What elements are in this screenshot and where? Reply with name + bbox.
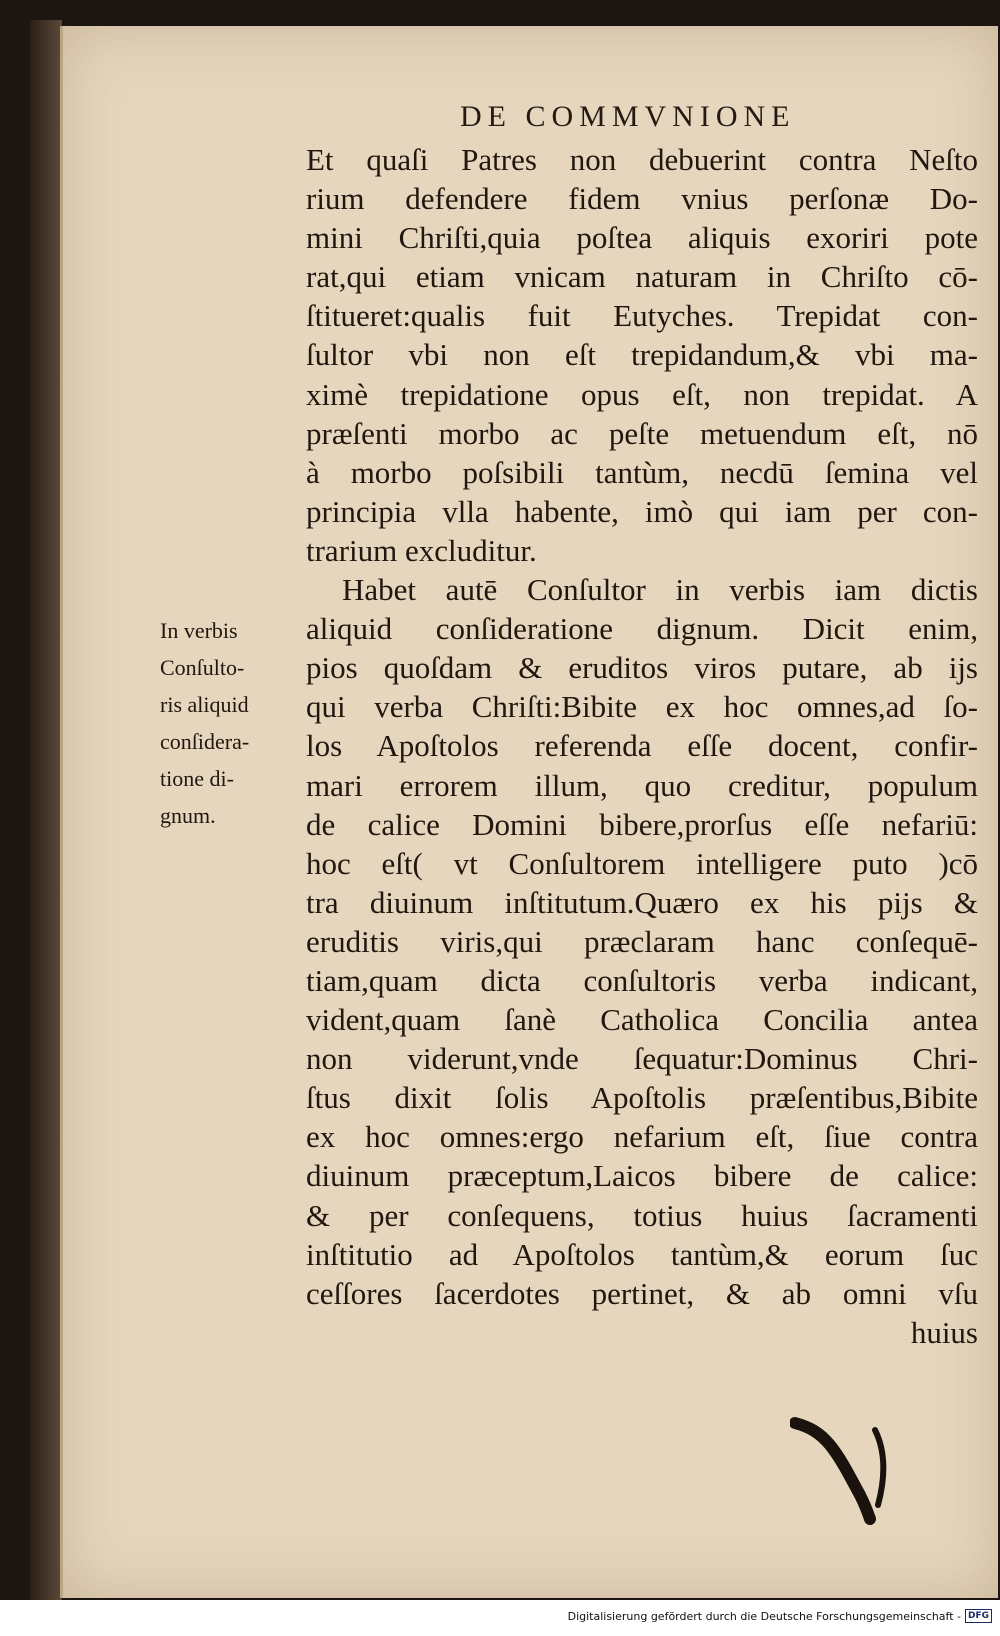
text-line: ſultor vbi non eſt trepidandum,& vbi ma- [306, 337, 978, 373]
text-line: pios quoſdam & eruditos viros putare, ab ijs [306, 650, 978, 686]
margin-note-line: ris aliquid [160, 692, 249, 717]
margin-note-line: gnum. [160, 803, 216, 828]
ink-mark [790, 1415, 920, 1525]
text-line: diuinum præceptum,Laicos bibere de calice: [306, 1158, 978, 1194]
text-line: rat,qui etiam vnicam naturam in Chriſto cō- [306, 259, 978, 295]
dfg-logo: DFG [965, 1609, 992, 1623]
binding-shadow [30, 20, 62, 1600]
text-line: trarium excluditur. [306, 532, 537, 568]
text-line: hoc eſt( vt Conſultorem intelligere puto )cō [306, 845, 978, 881]
text-line: qui verba Chriſti:Bibite ex hoc omnes,ad ſo- [306, 689, 978, 725]
running-head: DE COMMVNIONE [460, 100, 796, 133]
text-line: Habet autē Conſultor in verbis iam dictis [342, 572, 978, 608]
text-line: non viderunt,vnde ſequatur:Dominus Chri- [306, 1041, 978, 1077]
text-line: principia vlla habente, imò qui iam per con- [306, 493, 978, 529]
text-line: ceſſores ſacerdotes pertinet, & ab omni vſu [306, 1275, 978, 1311]
text-line: ximè trepidatione opus eſt, non trepidat. A [306, 376, 978, 412]
text-line: aliquid conſideratione dignum. Dicit enim, [306, 611, 978, 647]
text-line: ſtitueret:qualis fuit Eutyches. Trepidat con- [306, 298, 978, 334]
text-line: tiam,quam dicta conſultoris verba indicant, [306, 962, 978, 998]
margin-note-line: tione di- [160, 766, 234, 791]
margin-note-line: Conſulto- [160, 655, 245, 680]
footer-credit [568, 1609, 992, 1623]
text-line: inſtitutio ad Apoſtolos tantùm,& eorum ſuc [306, 1236, 978, 1272]
footer-text: Digitalisierung gefördert durch die Deutsche Forschungsgemeinschaft - [567, 1609, 961, 1623]
margin-note-line: conſidera- [160, 729, 250, 754]
text-line: de calice Domini bibere,prorſus eſſe nefariū: [306, 806, 978, 842]
text-line: mari errorem illum, quo creditur, populum [306, 767, 978, 803]
text-line: à morbo poſsibili tantùm, necdū ſemina vel [306, 454, 978, 490]
text-line: mini Chriſti,quia poſtea aliquis exoriri pote [306, 220, 978, 256]
text-line: ex hoc omnes:ergo nefarium eſt, ſiue contra [306, 1119, 978, 1155]
text-line: rium defendere fidem vnius perſonæ Do- [306, 181, 978, 217]
text-line: & per conſequens, totius huius ſacramenti [306, 1197, 978, 1233]
text-line: Et quaſi Patres non debuerint contra Neſto [306, 142, 978, 177]
margin-note [160, 612, 300, 834]
catchword: huius [910, 1314, 978, 1350]
text-line: præſenti morbo ac peſte metuendum eſt, nō [306, 415, 978, 451]
text-line: ſtus dixit ſolis Apoſtolis præſentibus,Bibite [306, 1080, 978, 1116]
margin-note-line: In verbis [160, 618, 238, 643]
body-text [306, 140, 978, 1352]
text-line: los Apoſtolos referenda eſſe docent, confir- [306, 728, 978, 764]
text-line: tra diuinum inſtitutum.Quæro ex his pijs & [306, 884, 978, 920]
text-line: vident,quam ſanè Catholica Concilia antea [306, 1002, 978, 1038]
text-line: eruditis viris,qui præclaram hanc conſequē- [306, 923, 978, 959]
